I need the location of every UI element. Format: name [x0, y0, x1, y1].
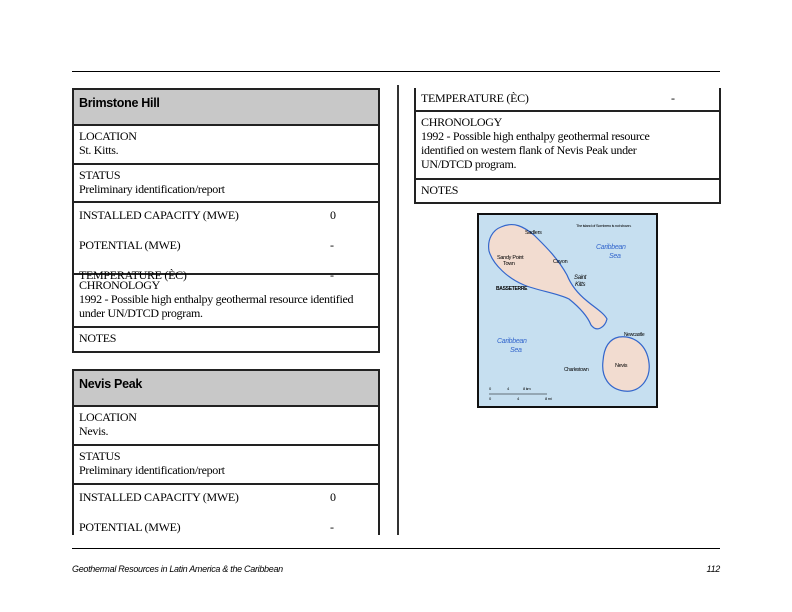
scale-label: 8 km: [523, 386, 531, 391]
table-title: Brimstone Hill: [74, 88, 378, 126]
nevis-peak-table: [72, 369, 380, 535]
map-label: Cayon: [553, 259, 568, 265]
potential-value: -: [330, 238, 334, 252]
installed-value: 0: [330, 490, 336, 504]
map-label: Sea: [510, 347, 522, 354]
location-value: St. Kitts.: [79, 143, 119, 157]
column-divider: [397, 85, 399, 535]
brimstone-hill-table: [72, 88, 380, 353]
map-label: Saint: [574, 275, 587, 281]
map-note: The island of Sombrero is not shown.: [576, 223, 632, 228]
field-label: CHRONOLOGY: [421, 115, 503, 129]
chronology-value: 1992 - Possible high enthalpy geothermal resource identified on western flank of Nevis Peak under UN/DTCD program.: [421, 129, 650, 171]
scale-label: 8 mi: [545, 396, 552, 401]
map-label: Newcastle: [624, 332, 645, 338]
map-label: Caribbean: [596, 244, 626, 251]
field-label: NOTES: [421, 183, 459, 197]
field-label: TEMPERATURE (ÈC): [79, 268, 187, 282]
field-label: STATUS: [79, 168, 121, 182]
field-label: LOCATION: [79, 410, 137, 424]
st-kitts-island: [489, 225, 607, 329]
map-graphic: [479, 215, 656, 406]
potential-value: -: [330, 520, 334, 534]
field-label: TEMPERATURE (ÈC): [421, 91, 529, 105]
field-label: STATUS: [79, 449, 121, 463]
map-label: Charlestown: [564, 367, 589, 373]
field-label: INSTALLED CAPACITY (MWE): [79, 490, 239, 504]
field-label: LOCATION: [79, 129, 137, 143]
scale-label: 0: [489, 396, 491, 401]
scale-label: 0: [489, 386, 491, 391]
status-value: Preliminary identification/report: [79, 463, 225, 477]
status-value: Preliminary identification/report: [79, 182, 225, 196]
map-label: Sandy Point: [497, 255, 524, 261]
field-label: CHRONOLOGY: [79, 278, 161, 292]
st-kitts-nevis-map: [477, 213, 658, 408]
scale-label: 4: [517, 396, 519, 401]
map-label: Nevis: [615, 363, 628, 369]
installed-value: 0: [330, 208, 336, 222]
field-label: POTENTIAL (MWE): [79, 238, 181, 252]
location-value: Nevis.: [79, 424, 109, 438]
field-label: POTENTIAL (MWE): [79, 520, 181, 534]
map-label: Caribbean: [497, 338, 527, 345]
footer-title: Geothermal Resources in Latin America & the Caribbean: [72, 564, 283, 574]
bottom-rule: [72, 548, 720, 549]
map-label: Kitts: [575, 282, 586, 288]
page-number: 112: [706, 564, 720, 574]
map-label: BASSETERRE: [496, 286, 528, 292]
map-label: Sea: [609, 253, 621, 260]
top-rule: [72, 71, 720, 72]
temperature-value: -: [671, 91, 675, 105]
nevis-peak-table-continued: [414, 88, 721, 204]
scale-label: 4: [507, 386, 509, 391]
field-label: INSTALLED CAPACITY (MWE): [79, 208, 239, 222]
temperature-value: -: [330, 268, 334, 282]
map-label: Town: [503, 261, 515, 267]
table-title: Nevis Peak: [74, 369, 378, 407]
field-label: NOTES: [79, 331, 117, 345]
map-label: Sadlers: [525, 230, 542, 236]
chronology-value: 1992 - Possible high enthalpy geothermal resource identified under UN/DTCD program.: [79, 292, 354, 320]
